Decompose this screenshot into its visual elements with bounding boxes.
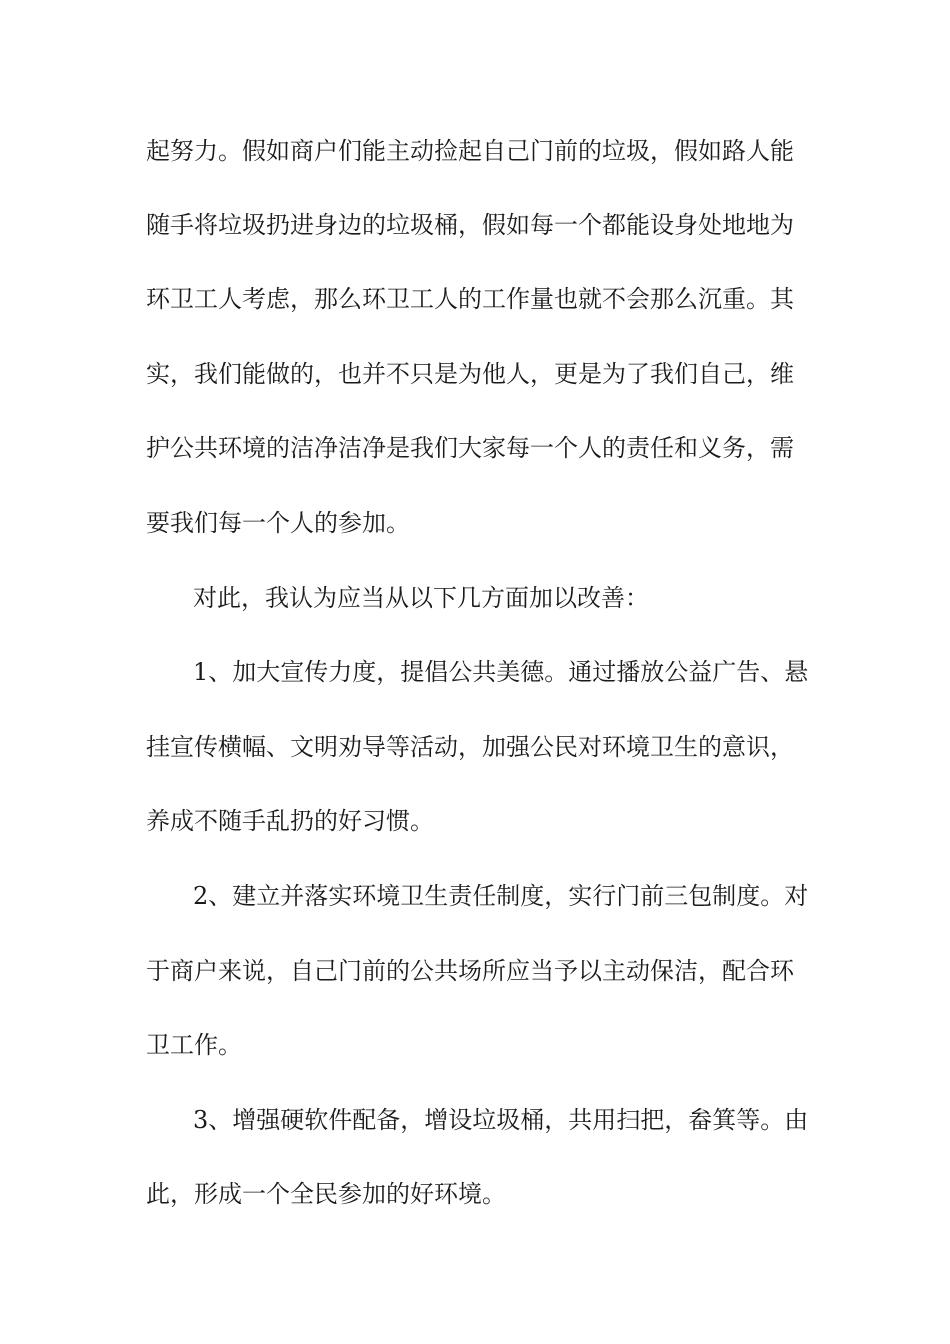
text-line: 挂宣传横幅、文明劝导等活动，加强公民对环境卫生的意识，	[146, 733, 794, 761]
text-line: 养成不随手乱扔的好习惯。	[146, 807, 434, 835]
text-line: 对此，我认为应当从以下几方面加以改善：	[193, 584, 649, 612]
text-line: 2、建立并落实环境卫生责任制度，实行门前三包制度。对	[193, 882, 809, 910]
text-line: 起努力。假如商户们能主动捡起自己门前的垃圾，假如路人能	[146, 137, 794, 165]
text-line: 环卫工人考虑，那么环卫工人的工作量也就不会那么沉重。其	[146, 285, 794, 313]
text-line: 护公共环境的洁净洁净是我们大家每一个人的责任和义务，需	[146, 434, 794, 462]
text-line: 实，我们能做的，也并不只是为他人，更是为了我们自己，维	[146, 360, 794, 388]
text-line: 3、增强硬软件配备，增设垃圾桶，共用扫把，畚箕等。由	[193, 1106, 809, 1134]
text-line: 于商户来说，自己门前的公共场所应当予以主动保洁，配合环	[146, 957, 794, 985]
text-line: 要我们每一个人的参加。	[146, 509, 410, 537]
text-line: 卫工作。	[146, 1031, 242, 1059]
text-line: 此，形成一个全民参加的好环境。	[146, 1180, 506, 1208]
text-line: 随手将垃圾扔进身边的垃圾桶，假如每一个都能设身处地地为	[146, 211, 794, 239]
text-line: 1、加大宣传力度，提倡公共美德。通过播放公益广告、悬	[193, 658, 809, 686]
